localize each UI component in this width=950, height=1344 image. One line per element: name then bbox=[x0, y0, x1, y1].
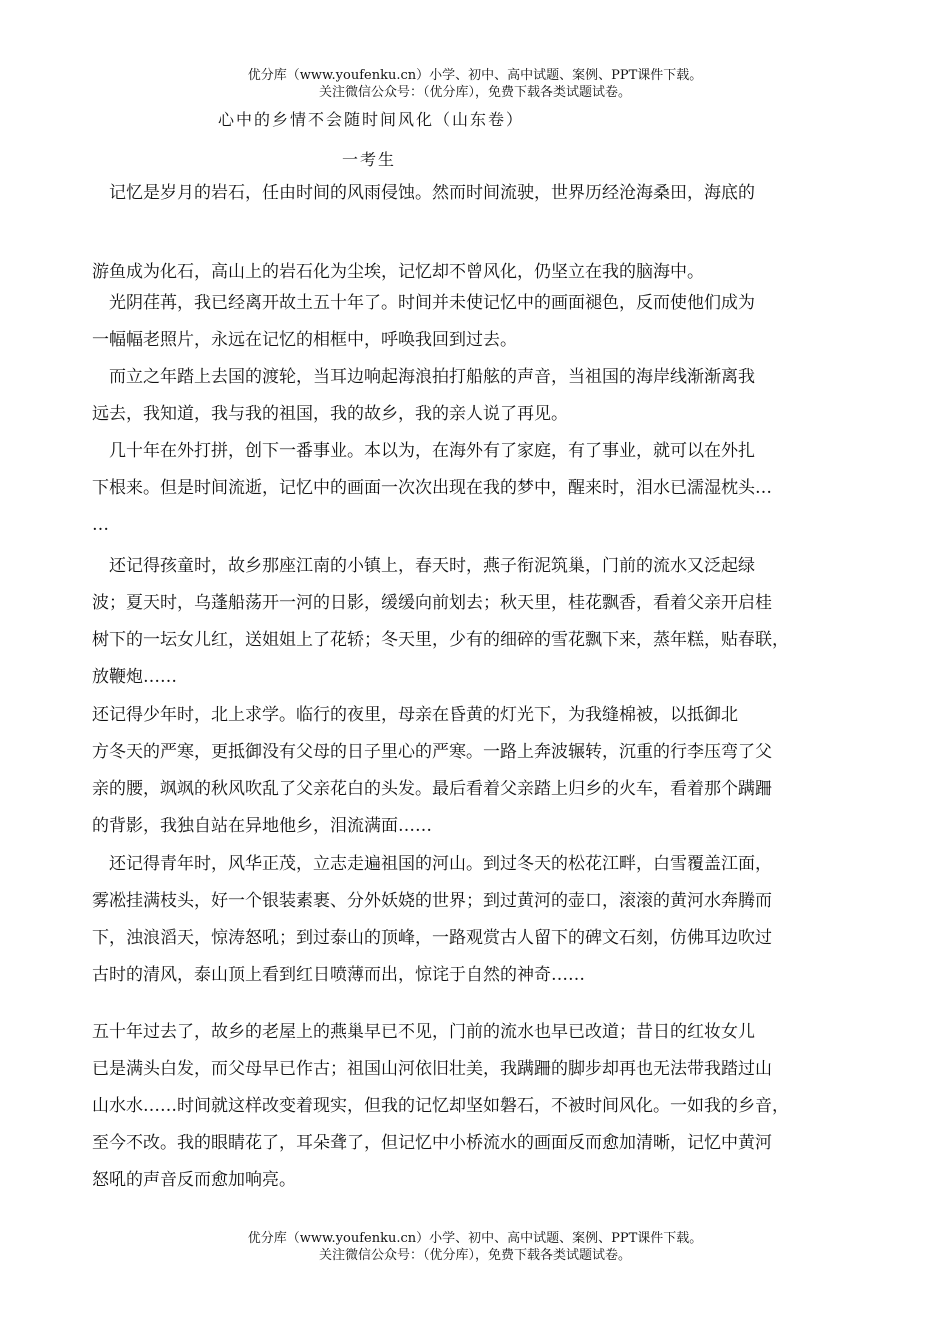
essay-author: 一考生 bbox=[342, 150, 397, 169]
page-footer bbox=[0, 1230, 950, 1264]
text-line: 五十年过去了，故乡的老屋上的燕巢早已不见，门前的流水也早已改道；昔日的红妆女儿 bbox=[92, 1022, 755, 1042]
page-header bbox=[0, 67, 950, 101]
text-line: 已是满头白发，而父母早已作古；祖国山河依旧壮美，我蹒跚的脚步却再也无法带我踏过山 bbox=[92, 1059, 772, 1079]
footer-line-1: 优分库（www.youfenku.cn）小学、初中、高中试题、案例、PPT课件下载。 bbox=[247, 1231, 703, 1246]
text-line: 一幅幅老照片，永远在记忆的相框中，呼唤我回到过去。 bbox=[92, 330, 517, 350]
text-line: 波；夏天时，乌蓬船荡开一河的日影，缓缓向前划去；秋天里，桂花飘香，看着父亲开启桂 bbox=[92, 593, 772, 613]
paragraph-4 bbox=[92, 433, 858, 544]
text-line: 方冬天的严寒，更抵御没有父母的日子里心的严寒。一路上奔波辗转，沉重的行李压弯了父 bbox=[92, 742, 772, 762]
text-line: 树下的一坛女儿红，送姐姐上了花轿；冬天里，少有的细碎的雪花飘下来，蒸年糕，贴春联， bbox=[92, 630, 789, 650]
text-line: 还记得青年时，风华正茂，立志走遍祖国的河山。到过冬天的松花江畔，白雪覆盖江面， bbox=[92, 854, 772, 874]
header-line-2: 关注微信公众号：（优分库），免费下载各类试题试卷。 bbox=[318, 85, 631, 100]
paragraph-7 bbox=[92, 846, 858, 994]
text-line: 怒吼的声音反而愈加响亮。 bbox=[92, 1170, 296, 1190]
text-line: 至今不改。我的眼睛花了，耳朵聋了，但记忆中小桥流水的画面反而愈加清晰，记忆中黄河 bbox=[92, 1133, 772, 1153]
text-line: 古时的清风，泰山顶上看到红日喷薄而出，惊诧于自然的神奇…… bbox=[92, 965, 585, 985]
paragraph-8 bbox=[92, 1014, 858, 1199]
paragraph-1 bbox=[92, 175, 858, 291]
header-line-1: 优分库（www.youfenku.cn）小学、初中、高中试题、案例、PPT课件下载。 bbox=[247, 68, 703, 83]
text-line: 下，浊浪滔天，惊涛怒吼；到过泰山的顶峰，一路观赏古人留下的碑文石刻，仿佛耳边吹过 bbox=[92, 928, 772, 948]
paragraph-2 bbox=[92, 285, 858, 359]
paragraph-3 bbox=[92, 359, 858, 433]
text-line: 放鞭炮…… bbox=[92, 667, 177, 687]
text-line: 游鱼成为化石，高山上的岩石化为尘埃，记忆却不曾风化，仍坚立在我的脑海中。 bbox=[92, 262, 704, 282]
paragraph-5 bbox=[92, 548, 858, 696]
text-line: 的背影，我独自站在异地他乡，泪流满面…… bbox=[92, 816, 432, 836]
text-line: 山水水……时间就这样改变着现实，但我的记忆却坚如磐石，不被时间风化。一如我的乡音， bbox=[92, 1096, 789, 1116]
text-line: 远去，我知道，我与我的祖国，我的故乡，我的亲人说了再见。 bbox=[92, 404, 568, 424]
text-line: … bbox=[92, 515, 109, 535]
text-line: 几十年在外打拼，创下一番事业。本以为，在海外有了家庭，有了事业，就可以在外扎 bbox=[92, 441, 755, 461]
text-line: 雾凇挂满枝头，好一个银装素裹、分外妖娆的世界；到过黄河的壶口，滚滚的黄河水奔腾而 bbox=[92, 891, 772, 911]
text-line: 还记得少年时，北上求学。临行的夜里，母亲在昏黄的灯光下，为我缝棉被，以抵御北 bbox=[92, 705, 738, 725]
text-line: 记忆是岁月的岩石，任由时间的风雨侵蚀。然而时间流驶，世界历经沧海桑田，海底的 bbox=[92, 183, 755, 203]
essay-title: 心中的乡情不会随时间风化（山东卷） bbox=[218, 110, 525, 129]
text-line: 而立之年踏上去国的渡轮，当耳边响起海浪拍打船舷的声音，当祖国的海岸线渐渐离我 bbox=[92, 367, 755, 387]
text-line: 亲的腰，飒飒的秋风吹乱了父亲花白的头发。最后看着父亲踏上归乡的火车，看着那个蹒跚 bbox=[92, 779, 772, 799]
text-line: 还记得孩童时，故乡那座江南的小镇上，春天时，燕子衔泥筑巢，门前的流水又泛起绿 bbox=[92, 556, 755, 576]
text-line: 光阴荏苒，我已经离开故土五十年了。时间并未使记忆中的画面褪色，反而使他们成为 bbox=[92, 293, 755, 313]
paragraph-6 bbox=[92, 697, 858, 845]
text-line: 下根来。但是时间流逝，记忆中的画面一次次出现在我的梦中，醒来时，泪水已濡湿枕头… bbox=[92, 478, 772, 498]
footer-line-2: 关注微信公众号：（优分库），免费下载各类试题试卷。 bbox=[318, 1248, 631, 1263]
